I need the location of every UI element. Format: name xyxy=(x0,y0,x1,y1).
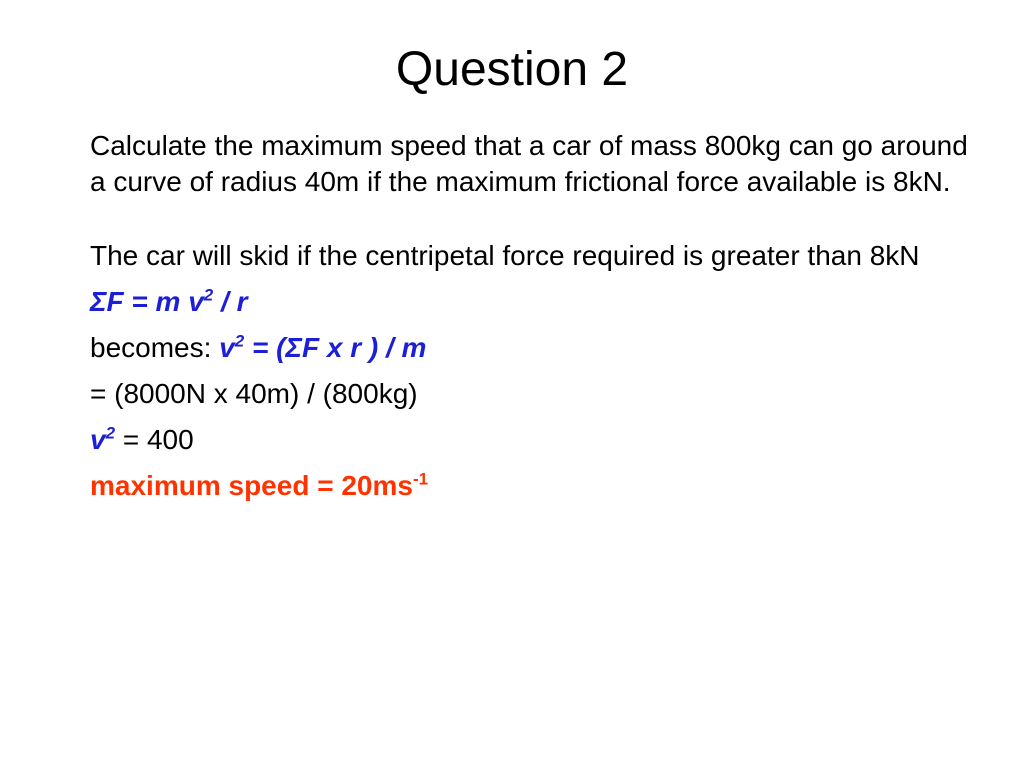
rearranged-prefix: becomes: xyxy=(90,332,220,363)
rearranged-tail: = (ΣF x r ) / m xyxy=(244,332,427,363)
v-squared-tail: = 400 xyxy=(115,424,194,455)
v-squared-exponent: 2 xyxy=(105,423,116,443)
substitution-line: = (8000N x 40m) / (800kg) xyxy=(90,378,418,409)
formula-base: ΣF = m v xyxy=(90,286,204,317)
v-squared-line xyxy=(90,422,970,458)
paragraph-spacer xyxy=(90,200,970,238)
answer-line xyxy=(90,468,970,504)
formula-line xyxy=(90,284,970,320)
rearranged-line xyxy=(90,330,970,366)
question-text: Calculate the maximum speed that a car of mass 800kg can go around a curve of radius 40m if the maximum frictional force available is 8kN. xyxy=(90,130,968,197)
answer-text: maximum speed = 20ms xyxy=(90,470,413,501)
slide-title: Question 2 xyxy=(395,43,629,96)
slide-content xyxy=(90,128,970,504)
explanation-text: The car will skid if the centripetal force required is greater than 8kN xyxy=(90,240,920,271)
formula-tail: / r xyxy=(213,286,248,317)
answer-exponent: -1 xyxy=(412,469,429,489)
formula-exponent: 2 xyxy=(203,285,214,305)
rearranged-exponent: 2 xyxy=(234,331,245,351)
v-squared-base: v xyxy=(90,424,106,455)
rearranged-base: v xyxy=(219,332,235,363)
